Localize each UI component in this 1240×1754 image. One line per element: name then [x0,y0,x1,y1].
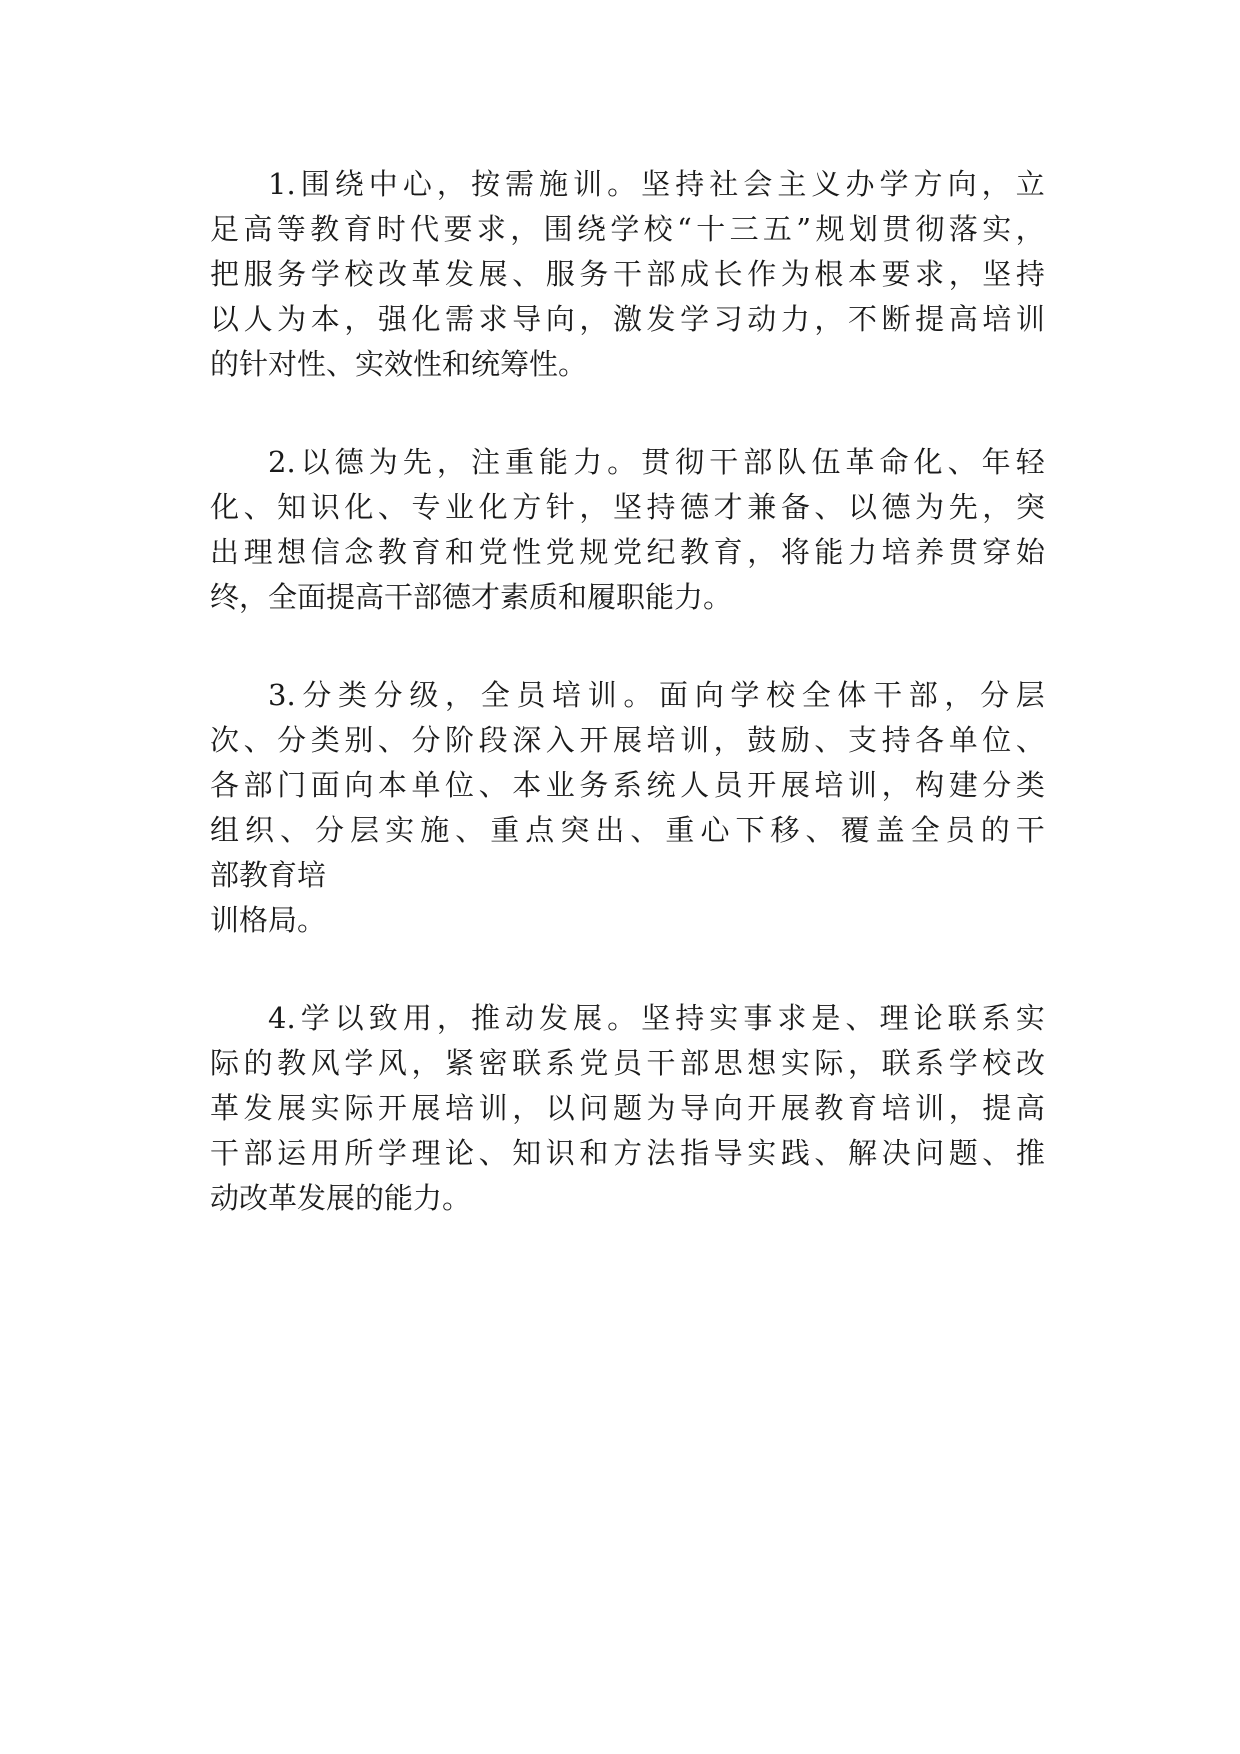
paragraph-line: 各 部 门 面 向 本 单 位 、 本 业 务 系 统 人 员 开 展 培 训 ， 构 建 分 类 [210,768,1045,802]
document-body [210,162,1045,1221]
paragraph-line: 出 理 想 信 念 教 育 和 党 性 党 规 党 纪 教 育 ， 将 能 力 培 养 贯 穿 始 [210,535,1045,569]
paragraph-line: 革 发 展 实 际 开 展 培 训 ， 以 问 题 为 导 向 开 展 教 育 培 训 ， 提 高 [210,1091,1045,1125]
paragraph-line: 足 高 等 教 育 时 代 要 求 ， 围 绕 学 校 “ 十 三 五 ” 规 划 贯 彻 落 实 ， [210,212,1045,246]
paragraph-line: 把 服 务 学 校 改 革 发 展 、 服 务 干 部 成 长 作 为 根 本 要 求 ， 坚 持 [210,257,1045,291]
paragraph-line: 1. 围 绕 中 心 ， 按 需 施 训 。 坚 持 社 会 主 义 办 学 方 向 ， 立 [268,167,1045,201]
paragraph-line: 以 人 为 本 ， 强 化 需 求 导 向 ， 激 发 学 习 动 力 ， 不 断 提 高 培 训 [210,302,1045,336]
paragraph-3 [210,673,1045,943]
paragraph-line: 动改革发展的能力。 [210,1181,472,1215]
paragraph-1 [210,162,1045,387]
paragraph-line: 的针对性、实效性和统筹性。 [210,347,588,381]
paragraph-line: 组 织 、 分 层 实 施 、 重 点 突 出 、 重 心 下 移 、 覆 盖 全 员 的 干 [210,813,1045,847]
paragraph-line: 2. 以 德 为 先 ， 注 重 能 力 。 贯 彻 干 部 队 伍 革 命 化 、 年 轻 [268,445,1045,479]
paragraph-line: 干 部 运 用 所 学 理 论 、 知 识 和 方 法 指 导 实 践 、 解 决 问 题 、 推 [210,1136,1045,1170]
paragraph-line: 次 、 分 类 别 、 分 阶 段 深 入 开 展 培 训 ， 鼓 励 、 支 持 各 单 位 、 [210,723,1045,757]
paragraph-line: 训格局。 [210,903,327,937]
paragraph-line: 终，全面提高干部德才素质和履职能力。 [210,580,733,614]
paragraph-line: 3. 分 类 分 级 ， 全 员 培 训 。 面 向 学 校 全 体 干 部 ， 分 层 [268,678,1045,712]
paragraph-line: 化 、 知 识 化 、 专 业 化 方 针 ， 坚 持 德 才 兼 备 、 以 德 为 先 ， 突 [210,490,1045,524]
paragraph-line: 4. 学 以 致 用 ， 推 动 发 展 。 坚 持 实 事 求 是 、 理 论 联 系 实 [268,1001,1045,1035]
paragraph-line: 部教育培 [210,858,327,892]
paragraph-line: 际 的 教 风 学 风 ， 紧 密 联 系 党 员 干 部 思 想 实 际 ， 联 系 学 校 改 [210,1046,1045,1080]
paragraph-2 [210,440,1045,620]
paragraph-4 [210,996,1045,1221]
